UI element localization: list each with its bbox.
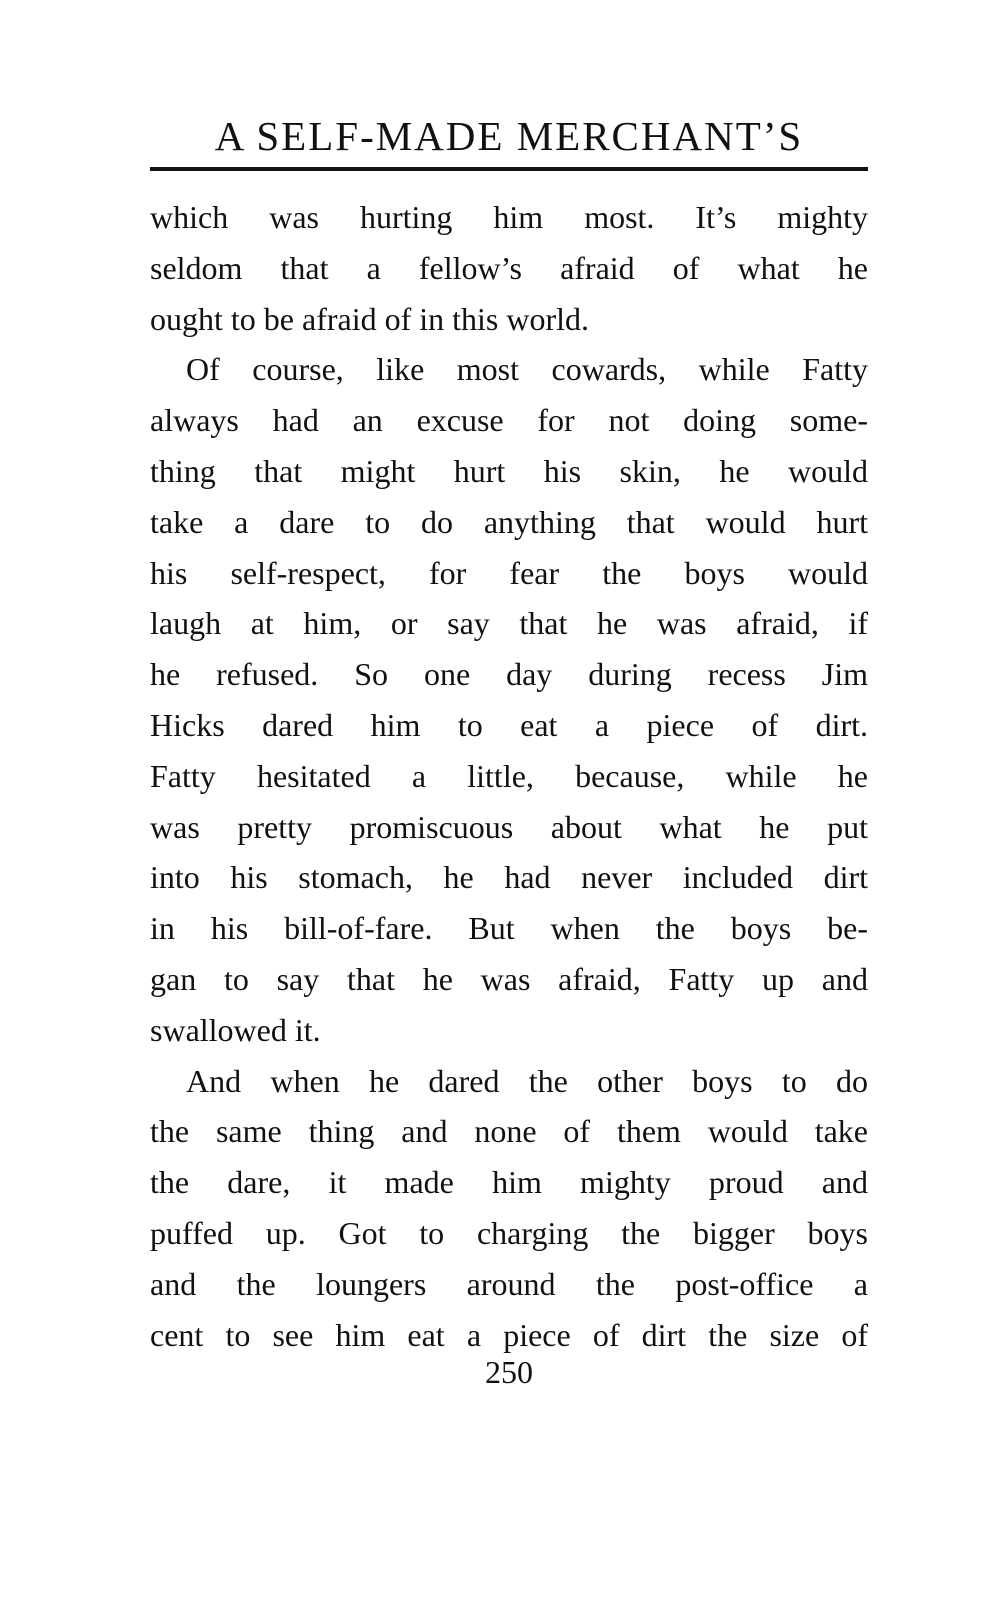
text-line: in his bill-of-fare. But when the boys be- bbox=[150, 910, 868, 947]
text-line: gan to say that he was afraid, Fatty up and bbox=[150, 960, 868, 997]
text-line: which was hurting him most. It’s mighty bbox=[150, 199, 868, 235]
text-line: Hicks dared him to eat a piece of dirt. bbox=[150, 706, 868, 743]
text-line: he refused. So one day during recess Jim bbox=[150, 656, 868, 693]
text-line: Of course, like most cowards, while Fatty bbox=[186, 351, 868, 388]
text-line: puffed up. Got to charging the bigger boys bbox=[150, 1214, 868, 1251]
text-line: swallowed it. bbox=[150, 1011, 321, 1048]
text-line: And when he dared the other boys to do bbox=[186, 1062, 868, 1099]
text-line: seldom that a fellow’s afraid of what he bbox=[150, 249, 868, 286]
text-line: was pretty promiscuous about what he put bbox=[150, 808, 868, 845]
header-rule bbox=[150, 167, 868, 171]
text-line: always had an excuse for not doing some- bbox=[150, 402, 868, 439]
text-line: the dare, it made him mighty proud and bbox=[150, 1164, 868, 1201]
text-line: laugh at him, or say that he was afraid, if bbox=[150, 605, 868, 642]
text-line: ought to be afraid of in this world. bbox=[150, 300, 590, 337]
text-line: and the loungers around the post-office a bbox=[150, 1265, 868, 1302]
text-line: thing that might hurt his skin, he would bbox=[150, 452, 868, 489]
text-line: the same thing and none of them would take bbox=[150, 1113, 868, 1150]
text-line: take a dare to do anything that would hurt bbox=[150, 503, 868, 540]
text-line: Fatty hesitated a little, because, while he bbox=[150, 757, 868, 794]
text-line: his self-respect, for fear the boys would bbox=[150, 554, 868, 591]
page-number: 250 bbox=[485, 1354, 533, 1390]
running-head: A SELF-MADE MERCHANT’S bbox=[214, 113, 804, 159]
text-line: cent to see him eat a piece of dirt the size of bbox=[150, 1316, 868, 1353]
text-line: into his stomach, he had never included dirt bbox=[150, 859, 868, 896]
body-text bbox=[150, 192, 868, 1360]
